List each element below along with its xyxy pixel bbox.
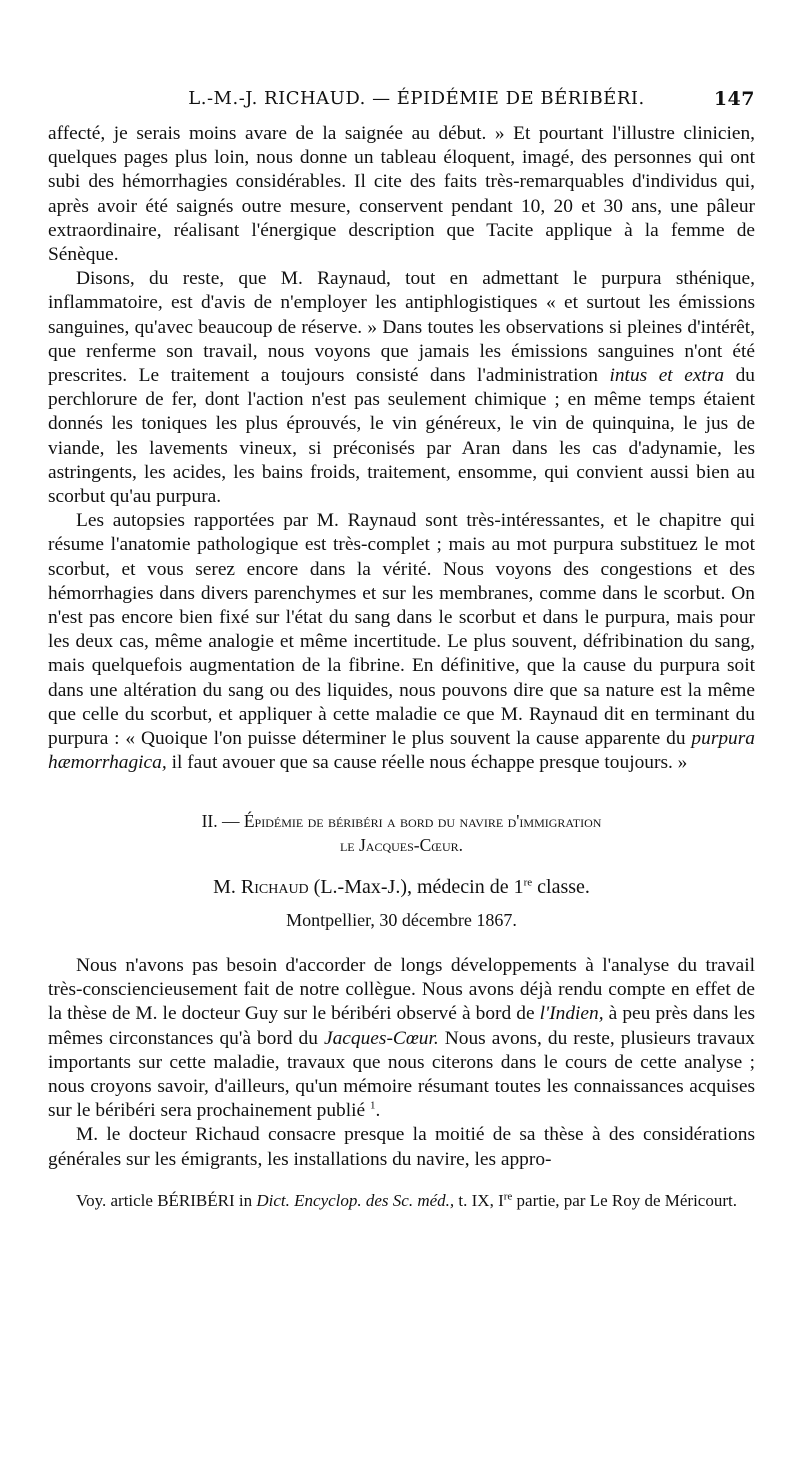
italic-run: purpura hæmorrhagica, <box>48 728 755 774</box>
text-run: Les autopsies rapportées par M. Raynaud sont très-intéressantes, et le chapitre qui résume l'anatomie pathologique est très-complet ; mais au mot purpura substituez le mot scorbut, et vous serez encore dans la vérité. Nous voyons des congestions et des hémorrhagies dans divers parenchymes et sur les membranes, comme dans le scorbut. On n'est pas encore bien fixé sur l'état du sang dans le scorbut et dans le purpura, mais pour les deux cas, même analogie et même incertitude. Le plus souvent, défribination du sang, mais quelquefois augmentation de la fibrine. En définitive, que la cause du purpura soit dans une altération du sang ou des liquides, nous pouvons dire que sa nature est la même que celle du scorbut, et appliquer à cette maladie ce que M. Raynaud dit en terminant du purpura : « Quoique l'on puisse déterminer le plus souvent la cause apparente du <box>48 510 755 750</box>
footnote-text: Voy. article BÉRIBÉRI in <box>76 1190 253 1210</box>
author-name: Richaud <box>240 876 309 899</box>
footnote-text: t. IX, I <box>458 1190 504 1210</box>
footnote-marker: 1 <box>369 1099 376 1112</box>
body-text <box>48 122 755 1172</box>
text-run: il faut avouer que sa cause réelle nous échappe presque toujours. » <box>171 752 688 774</box>
author-line <box>48 875 755 899</box>
dateline: Montpellier, 30 décembre 1867. <box>286 909 517 930</box>
text-run: Disons, du reste, que M. Raynaud, tout en admettant le purpura sthénique, inflammatoire, est d'avis de n'employer les antiphlogistiques « et surtout les émissions sanguines, qu'avec beaucoup de réserve. » Dans toutes les observations si pleines d'intérêt, que renferme son travail, nous voyons que jamais les émissions sanguines n'ont été prescrites. Le traitement a toujours consisté dans l'administration <box>48 268 755 387</box>
footnote-sup: re <box>503 1190 513 1203</box>
paragraph-3 <box>48 509 755 775</box>
paragraph-4 <box>48 954 755 1123</box>
italic-run: Jacques-Cœur. <box>324 1027 439 1049</box>
text-run: à peu près dans les mêmes circonstances qu'à bord du <box>48 1003 755 1049</box>
text-run: du perchlorure de fer, dont l'action n'est pas seulement chimique ; en même temps étaient donnés les toniques les plus éprouvés, le vin généreux, le vin de quinquina, le jus de viande, les lavements vineux, si préconisés par Aran dans les cas d'adynamie, les astringents, les acides, les bains froids, traitement, ensomme, qui convient aussi bien au scorbut qu'au purpura. <box>48 365 755 508</box>
footnote <box>48 1190 755 1212</box>
footnote-text: partie, par Le Roy de Méricourt. <box>516 1190 737 1210</box>
text-run: . <box>375 1100 381 1122</box>
text-run: Nous avons, du reste, plusieurs travaux importants sur cette maladie, travaux que nous citerons dans le cours de cette analyse ; nous croyons savoir, d'ailleurs, qu'un mémoire résumant toutes les connaissances acquises sur le béribéri sera prochainement publié <box>48 1027 755 1122</box>
section-heading <box>48 809 755 857</box>
italic-run: l'Indien, <box>539 1003 604 1025</box>
paragraph-2 <box>48 267 755 509</box>
paragraph-5: M. le docteur Richaud consacre presque la moitié de sa thèse à des considérations générales sur les émigrants, les installations du navire, les appro- <box>48 1124 755 1170</box>
author-suffix: classe. <box>537 876 590 899</box>
running-head <box>48 88 755 122</box>
text-run: Nous n'avons pas besoin d'accorder de longs développements à l'analyse du travail très-consciencieusement fait de notre collègue. Nous avons déjà rendu compte en effet de la thèse de M. le docteur Guy sur le béribéri observé à bord de <box>48 954 755 1025</box>
section-heading-line-1: II. — Épidémie de béribéri a bord du navire d'immigration <box>201 811 602 832</box>
paragraph-1: affecté, je serais moins avare de la saignée au début. » Et pourtant l'illustre clinicien, quelques pages plus loin, nous donne un tableau éloquent, imagé, des personnes qui ont subi des hémorrhagies considérables. Il cite des faits très-remarquables d'individus qui, après avoir été saignés outre mesure, conservent pendant 10, 20 et 30 ans, une pâleur extraordinaire, réalisant l'énergique description que Tacite applique à la femme de Sénèque. <box>48 123 755 266</box>
section-heading-line-2: le Jacques-Cœur. <box>339 835 464 856</box>
author-prefix: M. <box>213 876 236 899</box>
author-sup: re <box>523 876 533 889</box>
footnote-italic: Dict. Encyclop. des Sc. méd., <box>256 1190 455 1210</box>
italic-run: intus et extra <box>609 365 725 387</box>
author-rest: (L.-Max-J.), médecin de 1 <box>313 876 524 899</box>
page-number: 147 <box>713 88 755 110</box>
running-title: L.-M.-J. RICHAUD. — ÉPIDÉMIE DE BÉRIBÉRI. <box>188 88 645 109</box>
